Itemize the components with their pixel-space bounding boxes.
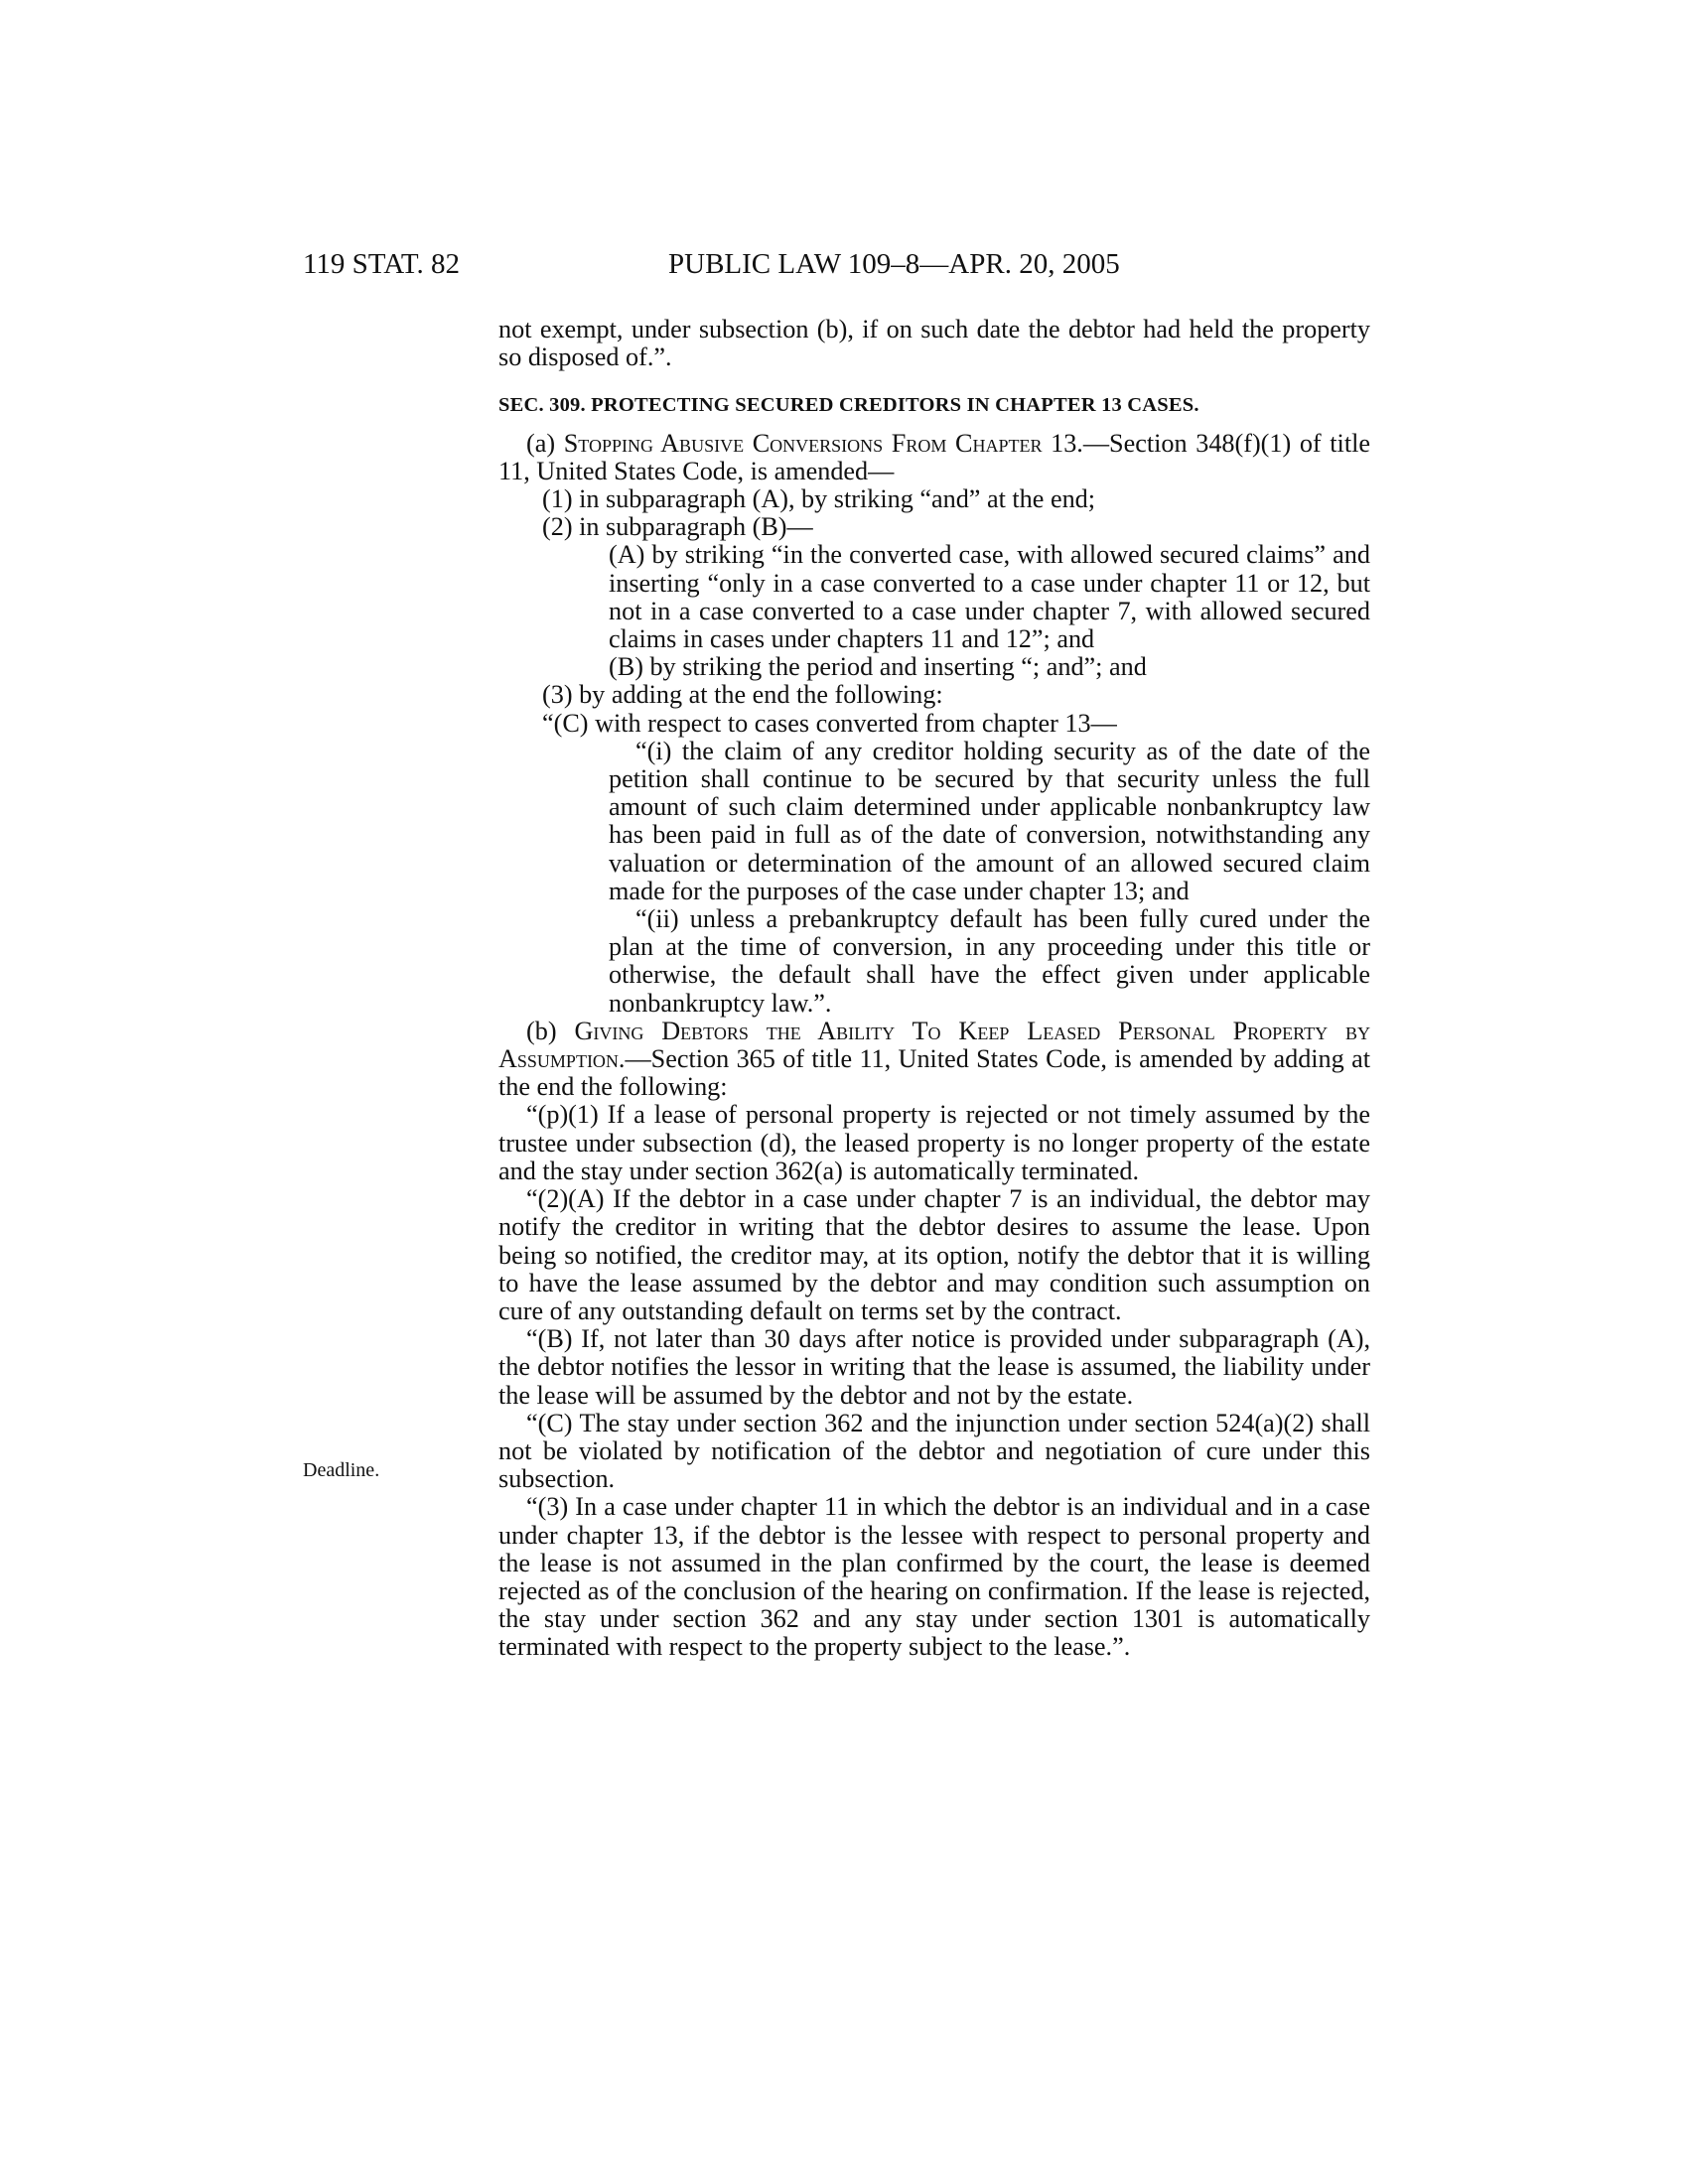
section-heading: SEC. 309. PROTECTING SECURED CREDITORS IN CHAPTER 13 CASES. [498, 394, 1199, 417]
paragraph-a2: (2) in subparagraph (B)— [542, 512, 813, 542]
subsection-a-caption: Stopping Abusive Conversions From Chapter 13. [563, 428, 1083, 458]
subsection-b [498, 1018, 1370, 1102]
subsection-b-label: (b) [526, 1016, 557, 1045]
subsection-a-text: —Section 348(f)(1) of title 11, United States Code, is amended— [498, 428, 1371, 485]
paragraph-a1: (1) in subparagraph (A), by striking “and” at the end; [542, 484, 1096, 514]
statute-page-number: 119 STAT. 82 [303, 248, 460, 280]
margin-note-deadline: Deadline. [303, 1459, 380, 1481]
page-header [303, 248, 1370, 288]
subsection-b-caption: Giving Debtors the Ability To Keep Leased Personal Property by Assumption. [498, 1016, 1370, 1074]
paragraph-p1: “(p)(1) If a lease of personal property is rejected or not timely assumed by the trustee under subsection (d), the leased property is no longer property of the estate and the stay under section 362(a) is automatically terminated. [498, 1100, 1370, 1185]
subsection-a [498, 430, 1370, 485]
paragraph-p2-A: “(2)(A) If the debtor in a case under chapter 7 is an individual, the debtor may notify the creditor in writing that the debtor desires to assume the lease. Upon being so notified, the creditor may, at its option, notify the debtor that it is willing to have the lease assumed by the debtor and may condition such assumption on cure of any outstanding default on terms set by the contract. [498, 1184, 1370, 1325]
paragraph-continuation: not exempt, under subsection (b), if on such date the debtor had held the property so disposed of.”. [498, 315, 1370, 372]
paragraph-p3: “(3) In a case under chapter 11 in which the debtor is an individual and in a case under chapter 13, if the debtor is the lessee with respect to personal property and the lease is not assumed in the plan confirmed by the court, the lease is deemed rejected as of the conclusion of the hearing on confirmation. If the lease is rejected, the stay under section 362 and any stay under section 1301 is automatically terminated with respect to the property subject to the lease.”. [498, 1492, 1370, 1662]
paragraph-p2-B: “(B) If, not later than 30 days after notice is provided under subparagraph (A), the debtor notifies the lessor in writing that the lease is assumed, the liability under the lease will be assumed by the debtor and not by the estate. [498, 1324, 1370, 1410]
document-body [498, 316, 1370, 1662]
paragraph-a3: (3) by adding at the end the following: [542, 680, 943, 710]
paragraph-a3-C: “(C) with respect to cases converted from chapter 13— [542, 708, 1117, 738]
paragraph-p2-C: “(C) The stay under section 362 and the injunction under section 524(a)(2) shall not be violated by notification of the debtor and negotiation of cure under this subsection. [498, 1408, 1370, 1494]
paragraph-a3-C-ii: “(ii) unless a prebankruptcy default has been fully cured under the plan at the time of conversion, in any proceeding under this title or otherwise, the default shall have the effect given under applicable nonbankruptcy law.”. [609, 904, 1370, 1018]
public-law-citation: PUBLIC LAW 109–8—APR. 20, 2005 [668, 248, 1120, 280]
paragraph-a2-A: (A) by striking “in the converted case, with allowed secured claims” and inserting “only in a case converted to a case under chapter 11 or 12, but not in a case converted to a case under chapter 7, with allowed secured claims in cases under chapters 11 and 12”; and [609, 540, 1370, 654]
subsection-b-text: —Section 365 of title 11, United States Code, is amended by adding at the end the following: [498, 1044, 1370, 1102]
paragraph-a2-B: (B) by striking the period and inserting “; and”; and [609, 652, 1147, 682]
paragraph-a3-C-i: “(i) the claim of any creditor holding security as of the date of the petition shall continue to be secured by that security unless the full amount of such claim determined under applicable nonbankruptcy law has been paid in full as of the date of conversion, notwithstanding any valuation or determination of the amount of an allowed secured claim made for the purposes of the case under chapter 13; and [609, 736, 1370, 905]
subsection-a-label: (a) [526, 428, 556, 458]
